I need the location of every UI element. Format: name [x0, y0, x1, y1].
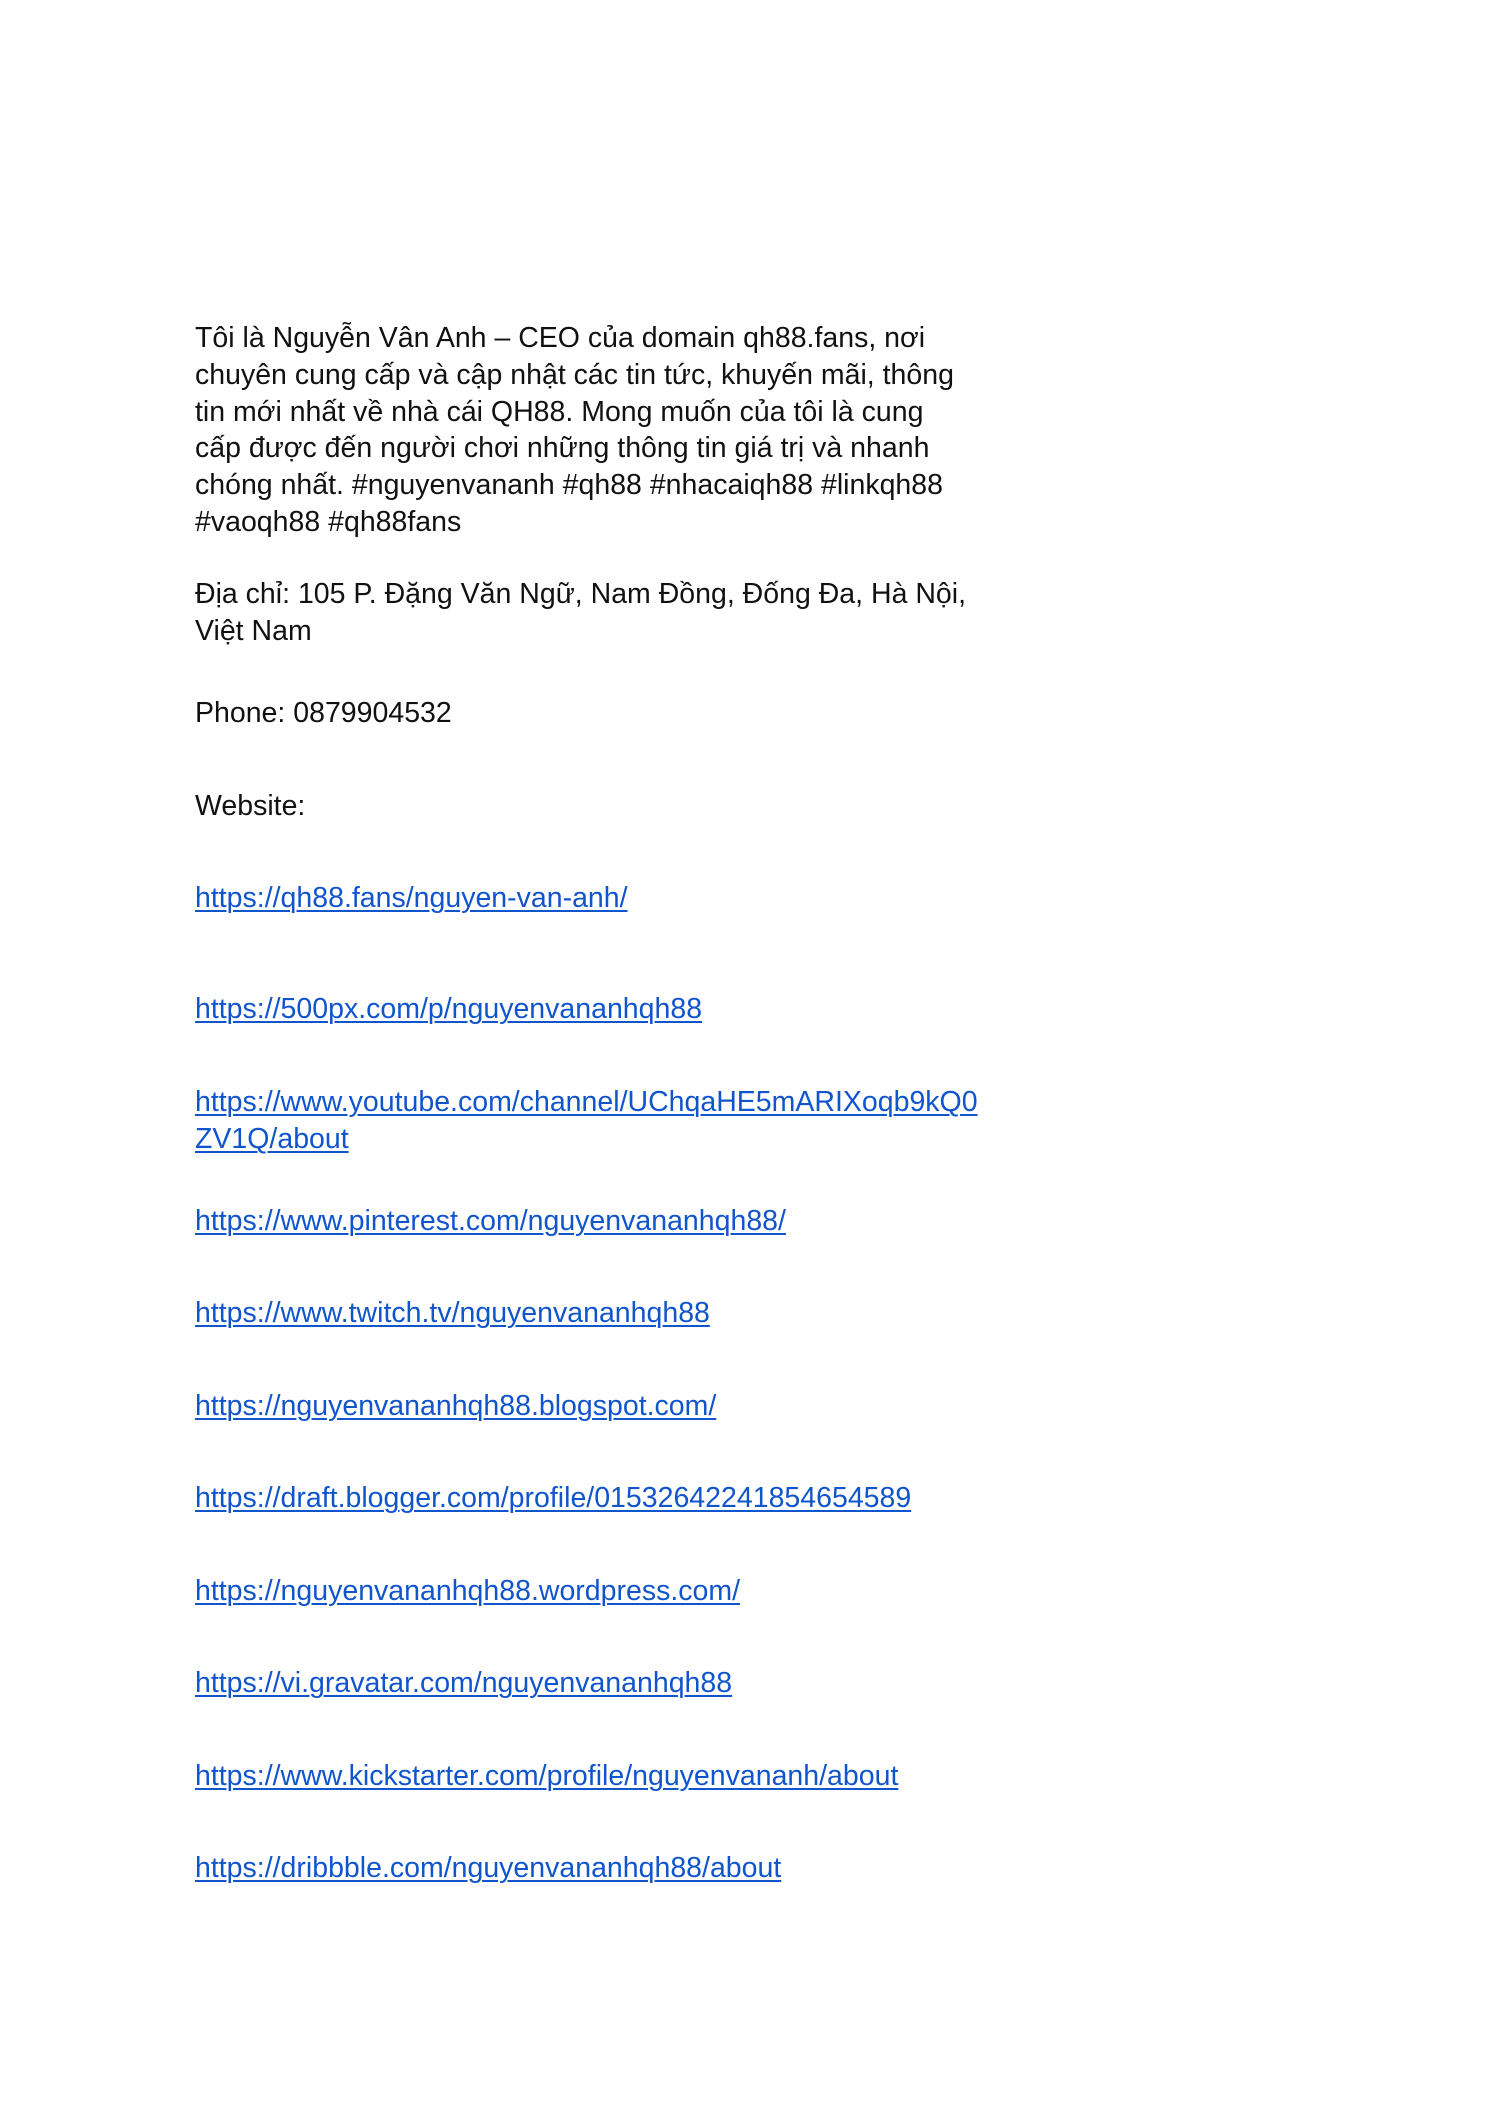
link-item	[195, 1480, 985, 1518]
link-pinterest[interactable]: https://www.pinterest.com/nguyenvananhqh88/	[195, 1204, 786, 1237]
link-item	[195, 1084, 985, 1159]
website-links-list	[195, 880, 995, 1888]
link-youtube[interactable]: https://www.youtube.com/channel/UChqaHE5mARIXoqb9kQ0ZV1Q/about	[195, 1085, 978, 1156]
link-item	[195, 1295, 985, 1333]
bio-paragraph: Tôi là Nguyễn Vân Anh – CEO của domain qh88.fans, nơi chuyên cung cấp và cập nhật các tin tức, khuyến mãi, thông tin mới nhất về nhà cái QH88. Mong muốn của tôi là cung cấp được đến người chơi những thông tin giá trị và nhanh chóng nhất. #nguyenvananh #qh88 #nhacaiqh88 #linkqh88 #vaoqh88 #qh88fans	[195, 322, 954, 538]
link-item	[195, 1203, 985, 1241]
link-item	[195, 1665, 985, 1703]
link-item	[195, 991, 985, 1029]
link-item	[195, 1758, 985, 1796]
link-item	[195, 1850, 985, 1888]
phone-paragraph: Phone: 0879904532	[195, 697, 452, 730]
link-wordpress[interactable]: https://nguyenvananhqh88.wordpress.com/	[195, 1574, 741, 1607]
website-label: Website:	[195, 790, 306, 823]
address-paragraph: Địa chỉ: 105 P. Đặng Văn Ngữ, Nam Đồng, Đống Đa, Hà Nội, Việt Nam	[195, 577, 967, 647]
link-500px[interactable]: https://500px.com/p/nguyenvananhqh88	[195, 993, 703, 1026]
link-dribbble[interactable]: https://dribbble.com/nguyenvananhqh88/about	[195, 1852, 782, 1885]
link-qh88-fans[interactable]: https://qh88.fans/nguyen-van-anh/	[195, 881, 628, 914]
link-item	[195, 880, 985, 918]
link-kickstarter[interactable]: https://www.kickstarter.com/profile/nguyenvananh/about	[195, 1759, 899, 1792]
link-item	[195, 1388, 985, 1426]
document-body	[195, 320, 995, 1888]
link-blogspot[interactable]: https://nguyenvananhqh88.blogspot.com/	[195, 1389, 717, 1422]
link-twitch[interactable]: https://www.twitch.tv/nguyenvananhqh88	[195, 1297, 710, 1330]
link-item	[195, 1573, 985, 1611]
link-blogger-profile[interactable]: https://draft.blogger.com/profile/01532642241854654589	[195, 1482, 912, 1515]
link-gravatar[interactable]: https://vi.gravatar.com/nguyenvananhqh88	[195, 1667, 733, 1700]
